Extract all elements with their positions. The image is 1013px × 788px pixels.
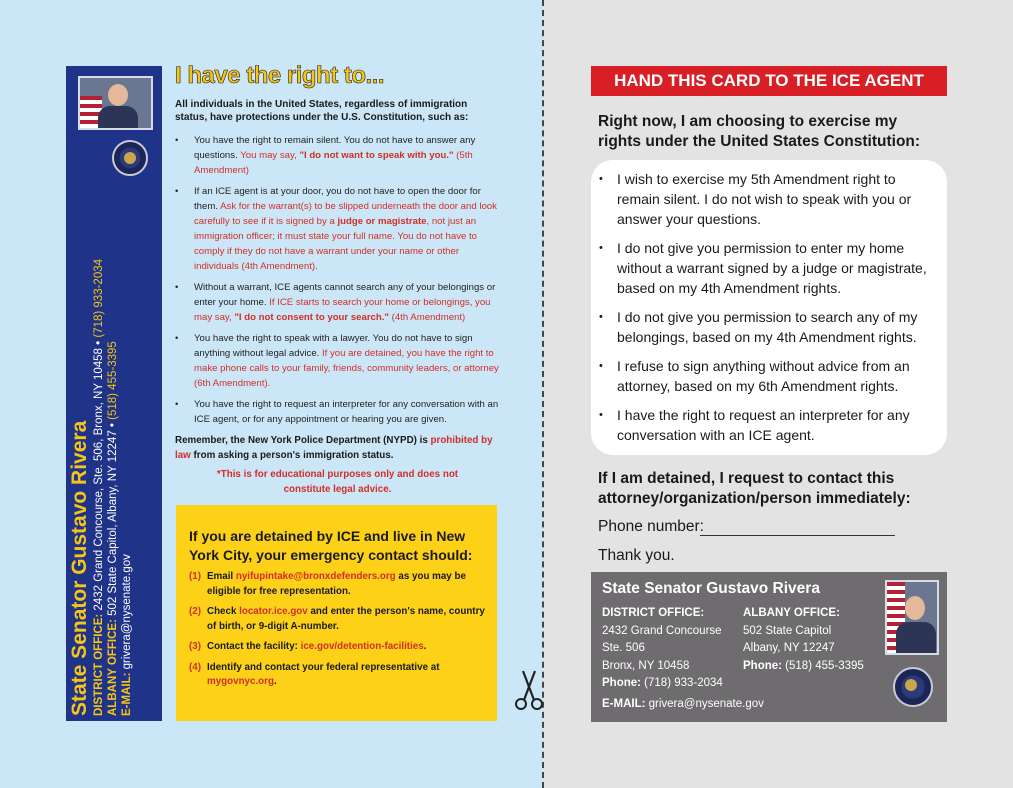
thank-you: Thank you. [598, 547, 675, 564]
emergency-step: (2) Check locator.ice.gov and enter the person's name, country of birth, or 9-digit A-number. [189, 606, 485, 632]
disclaimer: *This is for educational purposes only and does not constitute legal advice. [216, 469, 459, 495]
mygovnyc-link[interactable]: mygovnyc.org [207, 676, 274, 687]
emergency-steps [189, 570, 485, 690]
card-statements [599, 169, 935, 445]
nypd-note: Remember, the New York Police Department (NYPD) is prohibited by law from asking a person's immigration status. [175, 435, 493, 461]
facilities-link[interactable]: ice.gov/detention-facilities [300, 641, 424, 652]
detained-request: If I am detained, I request to contact this attorney/organization/person immediately: [598, 470, 911, 507]
card-statement: • I have the right to request an interpreter for any conversation with an ICE agent. [599, 405, 935, 445]
card-statement: • I wish to exercise my 5th Amendment right to remain silent. I do not wish to speak with you or answer your questions. [599, 169, 935, 229]
card-statement: • I refuse to sign anything without advice from an attorney, based on my 6th Amendment rights. [599, 356, 935, 396]
rights-item: • You have the right to request an interpreter for any conversation with an ICE agent, or for any appointment or hearing you are given. [175, 397, 500, 427]
contact-email: E-MAIL: grivera@nysenate.gov [602, 698, 764, 710]
rights-item: • If an ICE agent is at your door, you do not have to open the door for them. Ask for the warrant(s) to be slipped underneath the door and look carefully to see if it is signed by a judge or magistrate, not just an immigration officer; it must state your full name. You do not have to comply if they do not have a warrant under your name or other individuals (4th Amendment). [175, 184, 500, 274]
phone-number-label: Phone number: [598, 518, 704, 535]
emergency-contact-box [176, 505, 497, 721]
banner-albany-office: ALBANY OFFICE: 502 State Capitol, Albany, NY 12247 • (518) 455-3395 [107, 341, 119, 716]
contact-senator-photo [885, 580, 939, 655]
email-link[interactable]: nyifupintake@bronxdefenders.org [235, 571, 396, 582]
locator-link[interactable]: locator.ice.gov [239, 606, 308, 617]
rights-list [175, 133, 500, 433]
phone-number-field[interactable] [700, 535, 895, 536]
district-office-block: DISTRICT OFFICE: 2432 Grand Concourse Ste. 506 Bronx, NY 10458 Phone: (718) 933-2034 [602, 607, 723, 689]
emergency-step: (3) Contact the facility: ice.gov/detention-facilities. [189, 641, 427, 652]
rights-intro: All individuals in the United States, regardless of immigration status, have protections under the U.S. Constitution, such as: [175, 99, 469, 123]
emergency-step: (4) Identify and contact your federal representative at mygovnyc.org. [189, 661, 440, 687]
banner-email: E-MAIL: grivera@nysenate.gov [121, 554, 133, 716]
card-statements-box [591, 160, 947, 455]
albany-office-block: ALBANY OFFICE: 502 State Capitol Albany, NY 12247 Phone: (518) 455-3395 [743, 607, 864, 672]
emergency-step: (1) Email nyifupintake@bronxdefenders.org as you may be eligible for free representation. [189, 571, 466, 597]
emergency-box-title: If you are detained by ICE and live in New York City, your emergency contact should: [189, 528, 473, 563]
rights-item: • You have the right to remain silent. You do not have to answer any questions. You may say, "I do not want to speak with you." (5th Amendment) [175, 133, 500, 178]
rights-item: • Without a warrant, ICE agents cannot search any of your belongings or enter your home. If ICE starts to search your home or belongings, you may say, "I do not consent to your search." (4th Amendment) [175, 280, 500, 325]
banner-district-office: DISTRICT OFFICE: 2432 Grand Concourse, Ste. 506, Bronx, NY 10458 • (718) 933-2034 [93, 258, 105, 716]
rights-heading: I have the right to... [175, 62, 385, 89]
contact-senator-name: State Senator Gustavo Rivera [602, 580, 820, 597]
card-header: HAND THIS CARD TO THE ICE AGENT [591, 66, 947, 96]
banner-senator-name: State Senator Gustavo Rivera [68, 420, 91, 716]
card-intro: Right now, I am choosing to exercise my rights under the United States Constitution: [598, 113, 921, 150]
banner-vertical-text [68, 116, 134, 716]
rights-item: • You have the right to speak with a lawyer. You do not have to sign anything without legal advice. If you are detained, you have the right to make phone calls to your family, friends, community leaders, or attorney (6th Amendment). [175, 331, 500, 391]
card-statement: • I do not give you permission to enter my home without a warrant signed by a judge or magistrate, based on my 4th Amendment rights. [599, 238, 935, 298]
scissors-icon [513, 668, 545, 714]
card-statement: • I do not give you permission to search any of my belongings, based on my 4th Amendment rights. [599, 307, 935, 347]
ny-senate-seal-icon [893, 667, 933, 707]
